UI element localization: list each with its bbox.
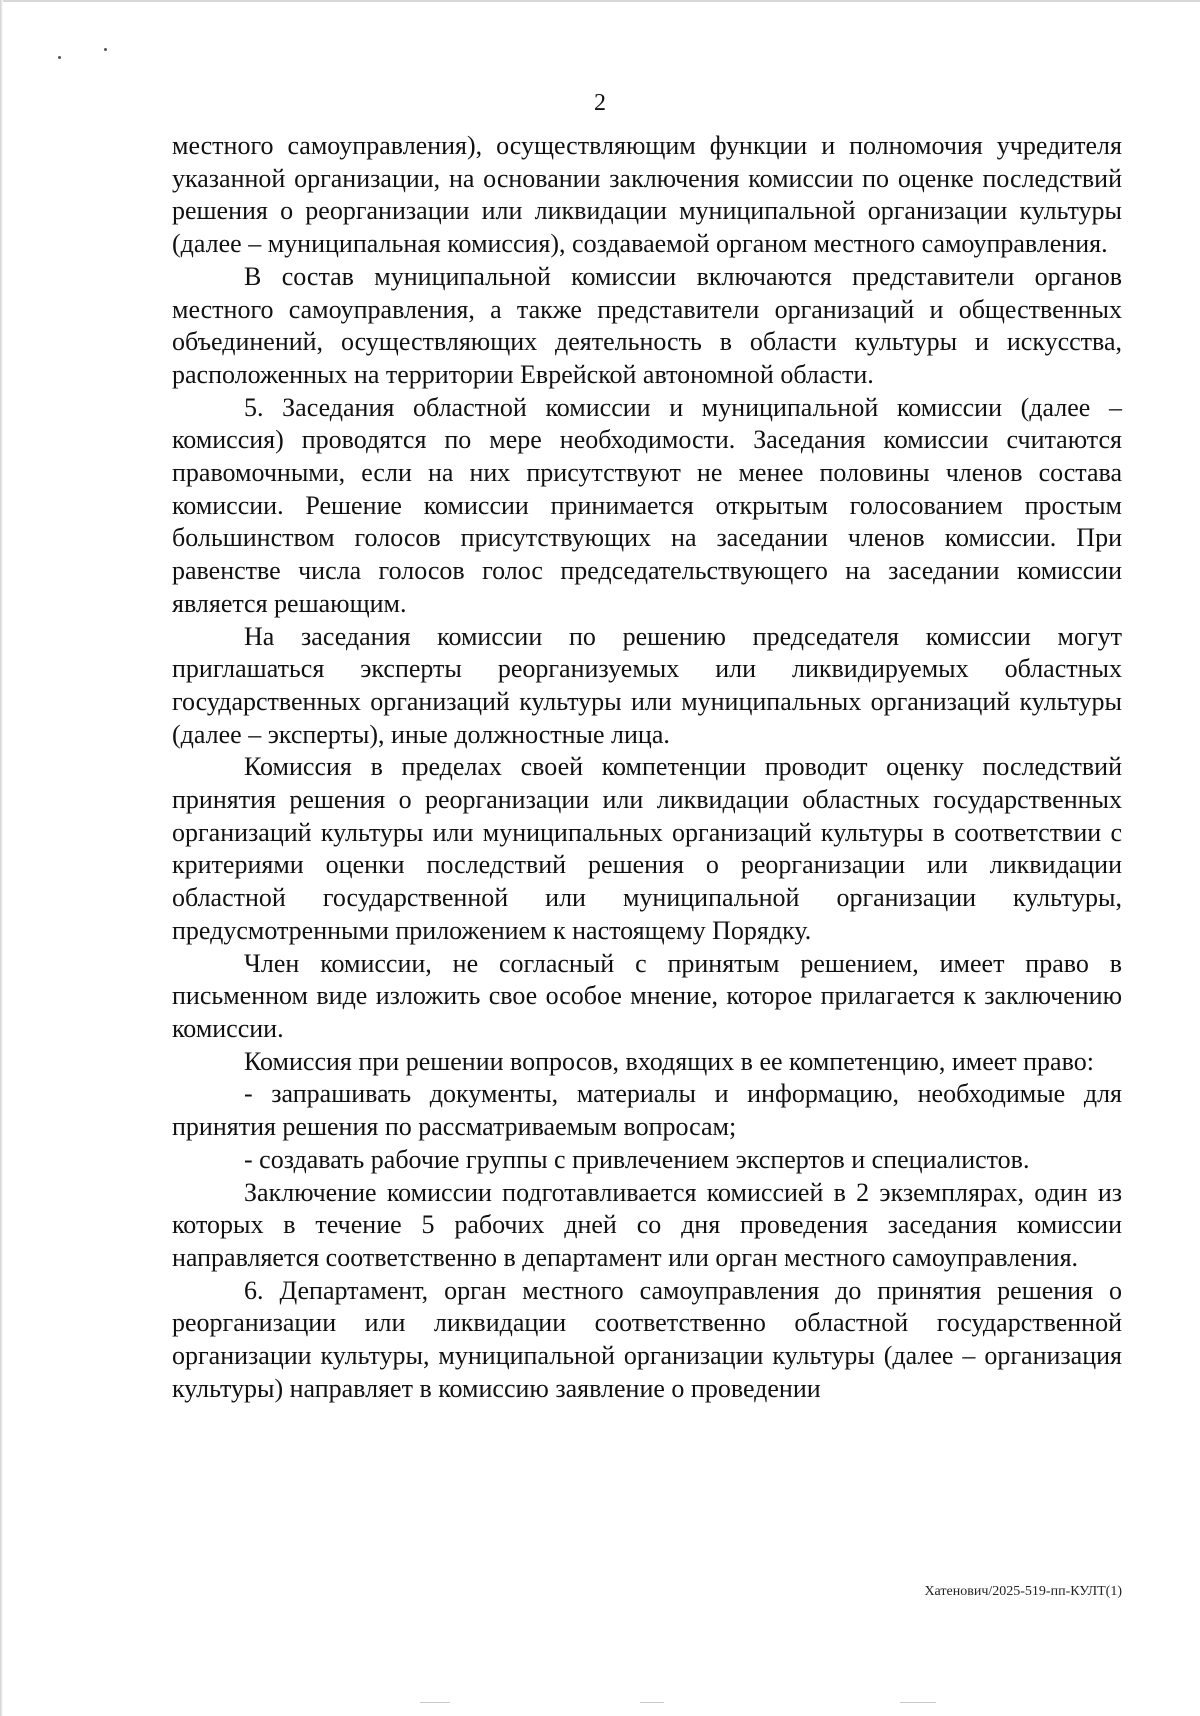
scan-speck <box>58 56 61 59</box>
scan-mark <box>640 1702 664 1703</box>
paragraph: Член комиссии, не согласный с принятым решением, имеет право в письменном виде изложить свое особое мнение, которое прилагается к заключению комиссии. <box>172 948 1122 1043</box>
paragraph: 5. Заседания областной комиссии и муниципальной комиссии (далее – комиссия) проводятся по мере необходимости. Заседания комиссии считаются правомочными, если на них присутствуют не менее половины членов состава комиссии. Решение комиссии принимается открытым голосованием простым большинством голосов присутствующих на заседании членов комиссии. При равенстве числа голосов голос председательствующего на заседании комиссии является решающим. <box>172 392 1122 618</box>
paragraph: На заседания комиссии по решению председателя комиссии могут приглашаться эксперты реорганизуемых или ликвидируемых областных государственных организаций культуры или муниципальных организаций культуры (далее – эксперты), иные должностные лица. <box>172 621 1122 749</box>
scan-mark <box>900 1702 936 1703</box>
paragraph: В состав муниципальной комиссии включаются представители органов местного самоуправления, а также представители организаций и общественных объединений, осуществляющих деятельность в области культуры и искусства, расположенных на территории Еврейской автономной области. <box>172 261 1122 389</box>
document-registration-code: Хатенович/2025-519-пп-КУЛТ(1) <box>924 1584 1122 1599</box>
scan-top-edge <box>0 0 1200 2</box>
list-item: - создавать рабочие группы с привлечением экспертов и специалистов. <box>244 1144 1030 1174</box>
paragraph: Заключение комиссии подготавливается комиссией в 2 экземплярах, один из которых в течение 5 рабочих дней со дня проведения заседания комиссии направляется соответственно в департамент или орган местного самоуправления. <box>172 1177 1122 1272</box>
scan-bottom-marks <box>0 1702 1200 1706</box>
scan-left-edge <box>0 0 3 1716</box>
scan-speck <box>104 48 107 51</box>
paragraph: местного самоуправления), осуществляющим функции и полномочия учредителя указанной организации, на основании заключения комиссии по оценке последствий решения о реорганизации или ликвидации муниципальной организации культуры (далее – муниципальная комиссия), создаваемой органом местного самоуправления. <box>172 131 1122 259</box>
document-body <box>172 130 1122 1405</box>
list-item: - запрашивать документы, материалы и информацию, необходимые для принятия решения по рассматриваемым вопросам; <box>172 1079 1122 1142</box>
paragraph: Комиссия при решении вопросов, входящих в ее компетенцию, имеет право: <box>244 1046 1094 1076</box>
scan-specks <box>58 48 118 68</box>
page-number: 2 <box>594 90 606 116</box>
paragraph: 6. Департамент, орган местного самоуправления до принятия решения о реорганизации или ликвидации соответственно областной государственной организации культуры, муниципальной организации культуры (далее – организация культуры) направляет в комиссию заявление о проведении <box>172 1275 1122 1403</box>
scan-mark <box>420 1702 450 1703</box>
paragraph: Комиссия в пределах своей компетенции проводит оценку последствий принятия решения о реорганизации или ликвидации областных государственных организаций культуры или муниципальных организаций культуры в соответствии с критериями оценки последствий решения о реорганизации или ликвидации областной государственной или муниципальной организации культуры, предусмотренными приложением к настоящему Порядку. <box>172 752 1122 945</box>
